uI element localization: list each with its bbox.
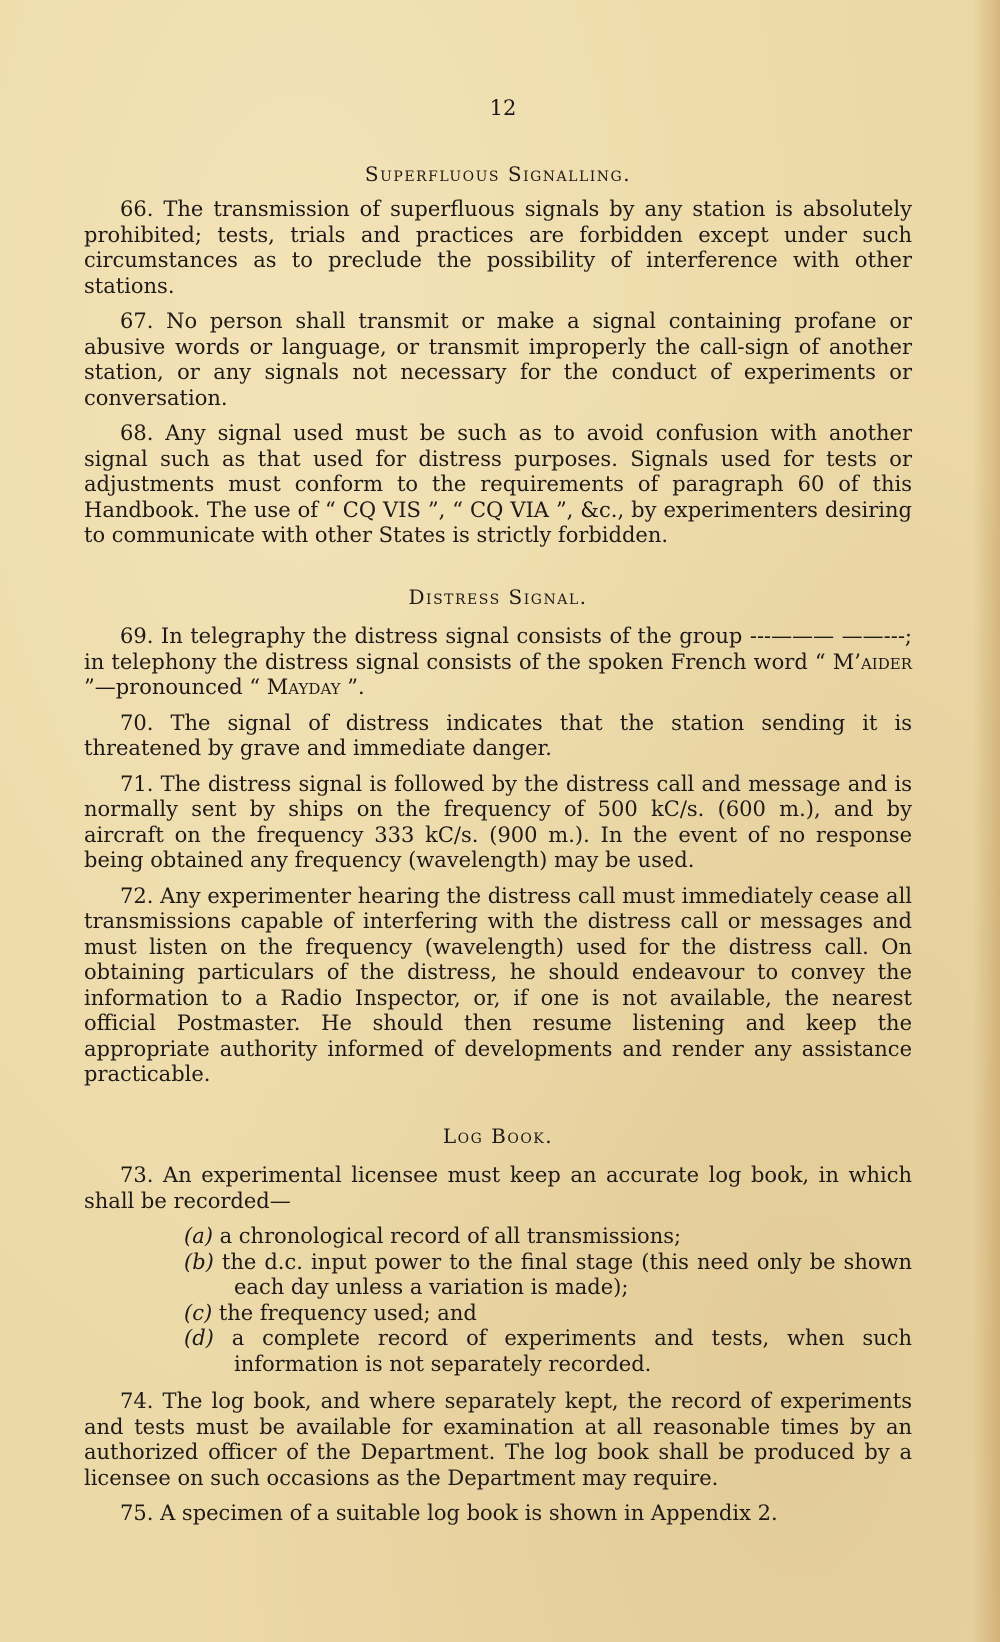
maider-word: M’aider [832,649,912,674]
paragraph-71: 71. The distress signal is followed by the distress call and message and is normally sent by ships on the frequency of 500 kC/s. (600 m.), and by aircraft on the frequency 333 kC/s. (900 m.). In the event of no response being obtained any frequency (wavelength) may be used. [84,771,912,872]
paragraph-69 [84,624,912,701]
list-item-marker: (a) [184,1224,213,1248]
paragraph-69-end: ”. [340,675,365,699]
page-number: 12 [489,96,517,120]
paragraph-70: 70. The signal of distress indicates that the station sending it is threatened by grave and immediate danger. [84,710,912,760]
log-book-requirements-list [84,1224,912,1377]
list-item-marker: (c) [184,1300,213,1325]
list-item [84,1301,912,1327]
section-heading-superfluous-signalling: Superfluous Signalling. [364,161,632,186]
list-item-text: a complete record of experiments and tests, when such information is not separately recorded. [231,1326,912,1376]
list-item-marker: (b) [184,1249,214,1274]
list-item-text: a chronological record of all transmissions; [219,1224,682,1248]
paragraph-69-mid: ”—pronounced “ [84,675,267,699]
section-heading-distress-signal: Distress Signal. [408,584,588,609]
document-body [84,96,912,1537]
paragraph-66: 66. The transmission of superfluous signals by any station is absolutely prohibited; tests, trials and practices are forbidden except under such circumstances as to preclude the possibility of interference with other stations. [84,197,912,298]
paragraph-67: 67. No person shall transmit or make a signal containing profane or abusive words or language, or transmit improperly the call-sign of another station, or any signals not necessary for the conduct of experiments or conversation. [84,309,912,410]
paragraph-73: 73. An experimental licensee must keep an accurate log book, in which shall be recorded— [84,1163,912,1213]
mayday-word: Mayday [266,675,341,699]
list-item-text: the frequency used; and [218,1300,477,1325]
section-heading-log-book: Log Book. [442,1123,554,1148]
list-item [84,1224,912,1250]
list-item [84,1250,912,1301]
paragraph-69-text: 69. In telegraphy the distress signal consists of the group ---——— ——---; in telephony the distress signal consists of the spoken French word “ [84,624,912,674]
list-item [84,1326,912,1377]
list-item-text: the d.c. input power to the final stage (this need only be shown each day unless a variation is made); [221,1249,912,1299]
list-item-marker: (d) [184,1326,214,1350]
paragraph-75: 75. A specimen of a suitable log book is shown in Appendix 2. [120,1501,778,1525]
paragraph-68: 68. Any signal used must be such as to avoid confusion with another signal such as that used for distress purposes. Signals used for tests or adjustments must conform to the requirements of paragraph 60 of this Handbook. The use of “ CQ VIS ”, “ CQ VIA ”, &c., by experimenters desiring to communicate with other States is strictly forbidden. [84,421,912,547]
page-spine-shadow [972,0,1000,1642]
paragraph-72: 72. Any experimenter hearing the distress call must immediately cease all transmissions capable of interfering with the distress call or messages and must listen on the frequency (wavelength) used for the distress call. On obtaining particulars of the distress, he should endeavour to convey the information to a Radio Inspector, or, if one is not available, the nearest official Postmaster. He should then resume listening and keep the appropriate authority informed of developments and render any assistance practicable. [84,883,912,1086]
paragraph-74: 74. The log book, and where separately kept, the record of experiments and tests must be available for examination at all reasonable times by an authorized officer of the Department. The log book shall be produced by a licensee on such occasions as the Department may require. [84,1389,912,1490]
